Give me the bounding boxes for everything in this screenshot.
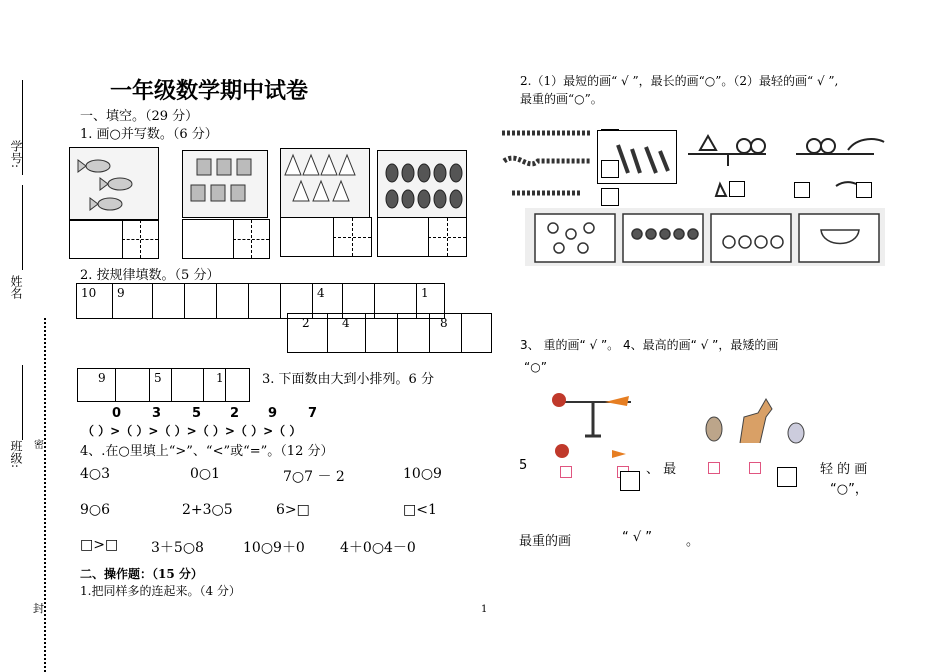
seq1-cell[interactable] [153,284,185,319]
carrot-small-icon [612,450,626,458]
apple-carrot-scale [545,392,637,440]
cat-picture [182,150,268,218]
answer-box-fish[interactable] [69,219,159,259]
seq1-cell[interactable]: 10 [77,284,113,319]
q5-answer-box[interactable] [620,471,640,491]
q4-label: 4、.在○里填上“>”、“<”或“=”。（12 分） [80,444,334,459]
seq2-cell[interactable] [462,314,492,353]
q5-check: “ √ ” [622,530,653,545]
fruit-groups-picture [525,208,885,266]
compare-item[interactable]: 7○7 － 2 [283,469,345,485]
seq1-cell[interactable]: 9 [113,284,153,319]
fish-picture [69,147,159,221]
deer-icon [700,393,810,449]
margin-xingming: 姓名 [9,275,23,299]
q5-circle: “○”， [830,482,868,497]
fruit-group-icon [525,208,885,266]
compare-item[interactable]: 10○9 [403,466,442,482]
margin-xuehao: 学号: [9,140,23,169]
seq1-cell[interactable]: 1 [417,284,445,319]
scale-answer-box[interactable] [794,182,810,198]
margin-mi: 密 [34,440,44,451]
sort-number: 2 [230,406,240,421]
compare-item[interactable]: 3＋5○8 [151,540,204,556]
compare-item[interactable]: 2+3○5 [182,502,233,518]
compare-item[interactable]: 4＋0○4－0 [340,540,416,556]
sort-number: 3 [152,406,162,421]
margin-feng: 封 [33,602,44,615]
seq2-cell[interactable] [398,314,430,353]
margin-line-mid [22,185,23,270]
scale-icon [545,392,637,440]
r-q2-line1: 2.（1）最短的画“ √ ”，最长的画“○”。（2）最轻的画“ √ ”, [520,74,839,88]
q5-number: 5 [519,458,528,473]
compare-item[interactable]: 4○3 [80,466,111,482]
apple-small-icon [555,444,569,458]
margin-banji: 班级: [9,440,23,469]
scale-answer-box[interactable] [856,182,872,198]
seq3-cell[interactable]: 1 [204,369,226,402]
q5-end: 。 [686,534,700,549]
s2-q1-label: 1.把同样多的连起来。（4 分） [80,584,241,598]
sort-number: 0 [112,406,122,421]
margin-dotted-line [44,318,46,672]
seq2-cell[interactable]: 8 [430,314,462,353]
compare-item[interactable]: 0○1 [190,466,221,482]
sort-number: 9 [268,406,278,421]
animal-answer-box[interactable] [708,462,720,474]
seq3-cell[interactable] [172,369,204,402]
fish-icon [70,148,158,220]
answer-box-cat[interactable] [182,219,270,259]
seq1-cell[interactable] [185,284,217,319]
answer-box-tree[interactable] [280,217,372,257]
q5-zui: 、 最 [646,462,677,477]
scale-answer-box[interactable] [729,181,745,197]
page-title: 一年级数学期中试卷 [110,78,309,104]
compare-item[interactable]: □<1 [403,502,437,518]
pencil-answer-box[interactable] [601,160,619,178]
seq3-cell[interactable]: 9 [78,369,116,402]
q5-qing: 轻 的 画 [820,462,868,477]
seq1-cell[interactable] [249,284,281,319]
sequence-row-2 [287,313,492,353]
ropes-picture [498,125,596,203]
answer-box-pineapple[interactable] [377,217,467,257]
compare-item[interactable]: 6>□ [276,502,310,518]
seq2-cell[interactable] [366,314,398,353]
r-q2-line2: 最重的画“○”。 [520,92,603,106]
seq3-cell[interactable] [226,369,250,402]
animal-answer-box[interactable] [749,462,761,474]
q5-heavy: 最重的画 [519,534,572,549]
seq3-cell[interactable] [116,369,150,402]
rope-answer-box[interactable] [601,188,619,206]
animals-picture [700,393,810,449]
seq2-cell[interactable]: 4 [328,314,366,353]
q1-label: 1. 画○并写数。（6 分） [80,127,218,142]
seq3-cell[interactable]: 5 [150,369,172,402]
seq1-cell[interactable]: 4 [313,284,343,319]
compare-item[interactable]: 9○6 [80,502,111,518]
tree-picture [280,148,370,218]
section2-heading: 二、操作题：（15 分） [80,567,203,581]
apple-answer-box[interactable] [560,466,572,478]
q2-label: 2. 按规律填数。（5 分） [80,268,220,283]
seq1-cell[interactable] [217,284,249,319]
q3-label: 3. 下面数由大到小排列。6 分 [262,372,434,387]
cat-icon [183,151,267,217]
compare-item[interactable]: 10○9＋0 [243,540,305,556]
compare-item[interactable]: □>□ [80,537,119,553]
pineapple-picture [377,150,467,218]
section1-heading: 一、填空。（29 分） [80,109,199,124]
pineapple-icon [378,151,466,217]
q5-answer-box-2[interactable] [777,467,797,487]
r-q3-line2: “○” [524,360,547,374]
sort-answer-line[interactable]: （ ）>（ ）>（ ）>（ ）>（ ）>（ ） [82,424,302,438]
sort-number: 7 [308,406,318,421]
rope-icon [498,125,596,203]
sequence-row-3 [77,368,250,402]
tree-icon [281,149,369,217]
seq2-cell[interactable]: 2 [288,314,328,353]
page-number: 1 [481,604,488,615]
sort-numbers [112,406,338,421]
margin-line-low [22,365,23,440]
r-q3-line1: 3、 重的画“ √ ”。 4、最高的画“ √ ”，最矮的画 [520,338,779,352]
sort-number: 5 [192,406,202,421]
